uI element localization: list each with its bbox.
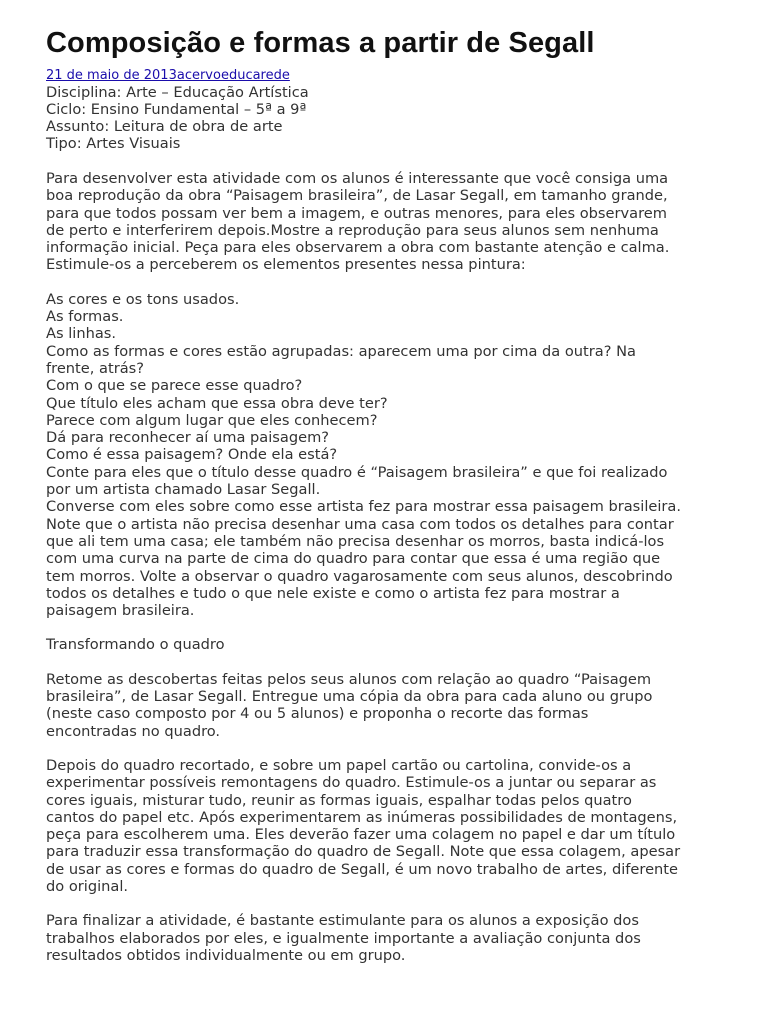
text-line: resultados obtidos individualmente ou em grupo. xyxy=(46,946,406,964)
text-line: As linhas. xyxy=(46,325,117,343)
text-line: brasileira”, de Lasar Segall. Entregue uma cópia da obra para cada aluno ou grupo xyxy=(46,688,653,706)
text-line: As formas. xyxy=(46,308,124,326)
text-line: que ali tem uma casa; ele também não precisa desenhar os morros, basta indicá-los xyxy=(46,532,665,550)
text-line: encontradas no quadro. xyxy=(46,722,221,740)
meta-disciplina: Disciplina: Arte – Educação Artística xyxy=(46,84,309,101)
paragraph-2 xyxy=(46,671,748,740)
text-line: paisagem brasileira. xyxy=(46,602,195,620)
date-author-link[interactable]: 21 de maio de 2013acervoeducarede xyxy=(46,68,290,83)
text-line: Como as formas e cores estão agrupadas: aparecem uma por cima da outra? Na xyxy=(46,342,636,360)
text-line: Converse com eles sobre como esse artista fez para mostrar essa paisagem brasileira. xyxy=(46,498,681,516)
text-line: boa reprodução da obra “Paisagem brasileira”, de Lasar Segall, em tamanho grande, xyxy=(46,187,668,205)
article-title: Composição e formas a partir de Segall xyxy=(46,27,595,59)
text-line: Dá para reconhecer aí uma paisagem? xyxy=(46,429,330,447)
text-line: de usar as cores e formas do quadro de Segall, é um novo trabalho de artes, diferente xyxy=(46,860,678,878)
text-line: Retome as descobertas feitas pelos seus alunos com relação ao quadro “Paisagem xyxy=(46,670,652,688)
intro-paragraph xyxy=(46,170,748,274)
questions-list xyxy=(46,291,748,620)
text-line: cores iguais, misturar tudo, reunir as formas iguais, espalhar todas pelos quatro xyxy=(46,791,632,809)
text-line: Com o que se parece esse quadro? xyxy=(46,377,303,395)
text-line: para que todos possam ver bem a imagem, e outras menores, para eles observarem xyxy=(46,204,667,222)
text-line: (neste caso composto por 4 ou 5 alunos) e proponha o recorte das formas xyxy=(46,705,589,723)
text-line: Parece com algum lugar que eles conhecem? xyxy=(46,411,378,429)
text-line: As cores e os tons usados. xyxy=(46,290,240,308)
section-heading xyxy=(46,636,748,653)
text-line: peça para escolherem uma. Eles deverão fazer uma colagem no papel e dar um título xyxy=(46,826,676,844)
text-line: Para finalizar a atividade, é bastante estimulante para os alunos a exposição dos xyxy=(46,912,639,930)
text-line: Como é essa paisagem? Onde ela está? xyxy=(46,446,338,464)
text-line: todos os detalhes e tudo o que nele existe e como o artista fez para mostrar a xyxy=(46,584,620,602)
text-line: informação inicial. Peça para eles observarem a obra com bastante atenção e calma. xyxy=(46,239,670,257)
meta-tipo: Tipo: Artes Visuais xyxy=(46,135,181,152)
text-line: trabalhos elaborados por eles, e igualmente importante a avaliação conjunta dos xyxy=(46,929,641,947)
text-line: frente, atrás? xyxy=(46,359,144,377)
text-line: Depois do quadro recortado, e sobre um papel cartão ou cartolina, convide-os a xyxy=(46,756,632,774)
text-line: para traduzir essa transformação do quadro de Segall. Note que essa colagem, apesar xyxy=(46,843,681,861)
text-line: do original. xyxy=(46,877,129,895)
text-line: experimentar possíveis remontagens do quadro. Estimule-os a juntar ou separar as xyxy=(46,774,657,792)
paragraph-3 xyxy=(46,757,748,895)
text-line: Conte para eles que o título desse quadro é “Paisagem brasileira” e que foi realizado xyxy=(46,463,668,481)
section-heading-text: Transformando o quadro xyxy=(46,636,225,654)
meta-assunto: Assunto: Leitura de obra de arte xyxy=(46,118,283,135)
text-line: cantos do papel etc. Após experimentarem as inúmeras possibilidades de montagens, xyxy=(46,808,678,826)
text-line: Estimule-os a perceberem os elementos presentes nessa pintura: xyxy=(46,256,526,274)
text-line: Para desenvolver esta atividade com os alunos é interessante que você consiga uma xyxy=(46,170,669,187)
text-line: com uma curva na parte de cima do quadro para contar que essa é uma região que xyxy=(46,550,661,568)
text-line: por um artista chamado Lasar Segall. xyxy=(46,481,321,499)
article-meta xyxy=(46,68,748,152)
text-line: tem morros. Volte a observar o quadro vagarosamente com seus alunos, descobrindo xyxy=(46,567,673,585)
meta-ciclo: Ciclo: Ensino Fundamental – 5ª a 9ª xyxy=(46,101,307,118)
text-line: Que título eles acham que essa obra deve ter? xyxy=(46,394,388,412)
text-line: Note que o artista não precisa desenhar uma casa com todos os detalhes para contar xyxy=(46,515,674,533)
paragraph-4 xyxy=(46,912,748,964)
text-line: de perto e interferirem depois.Mostre a reprodução para seus alunos sem nenhuma xyxy=(46,221,659,239)
